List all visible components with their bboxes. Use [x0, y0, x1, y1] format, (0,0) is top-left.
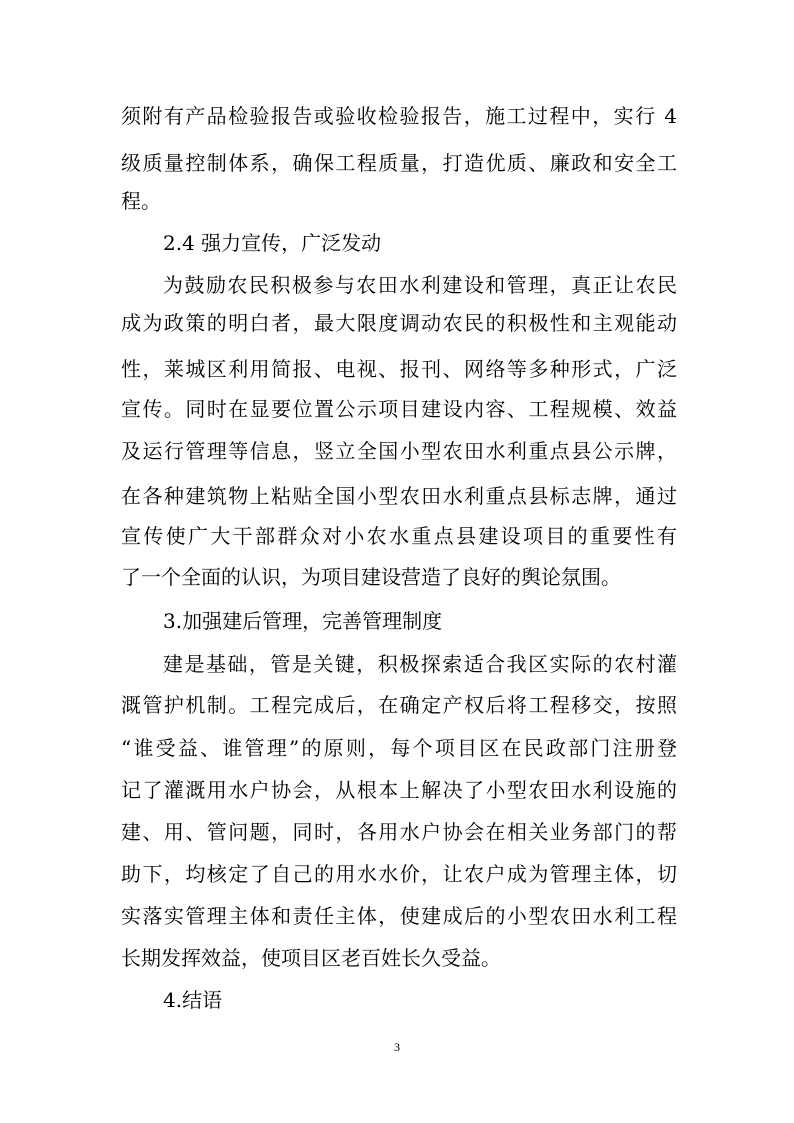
section-heading: 4.结语: [163, 988, 223, 1012]
paragraph-line: 及运行管理等信息，竖立全国小型农田水利重点县公示牌，: [121, 439, 677, 463]
paragraph-line: 级质量控制体系，确保工程质量，打造优质、廉政和安全工: [121, 151, 677, 175]
paragraph-line: 宣传。同时在显要位置公示项目建设内容、工程规模、效益: [121, 397, 677, 421]
section-heading: 2.4 强力宣传，广泛发动: [163, 231, 382, 255]
paragraph-line: 助下，均核定了自己的用水水价，让农户成为管理主体，切: [121, 862, 677, 886]
paragraph-line: 了一个全面的认识，为项目建设营造了良好的舆论氛围。: [121, 565, 621, 589]
section-heading: 3.加强建后管理，完善管理制度: [163, 609, 443, 633]
paragraph-line: 程。: [121, 189, 161, 213]
paragraph-line: 实落实管理主体和责任主体，使建成后的小型农田水利工程: [121, 904, 677, 928]
paragraph-line: 性，莱城区利用简报、电视、报刊、网络等多种形式，广泛: [121, 357, 677, 381]
paragraph-line: 长期发挥效益，使项目区老百姓长久受益。: [121, 946, 501, 970]
paragraph-line: 溉管护机制。工程完成后，在确定产权后将工程移交，按照: [121, 693, 677, 717]
page-number: 3: [394, 1040, 400, 1054]
paragraph-line: 须附有产品检验报告或验收检验报告，施工过程中，实行 4: [121, 104, 677, 128]
paragraph-line: “谁受益、谁管理”的原则，每个项目区在民政部门注册登: [121, 736, 677, 760]
paragraph-line: 在各种建筑物上粘贴全国小型农田水利重点县标志牌，通过: [121, 484, 677, 508]
paragraph-line: 成为政策的明白者，最大限度调动农民的积极性和主观能动: [121, 311, 677, 335]
paragraph-line: 建是基础，管是关键，积极探索适合我区实际的农村灌: [163, 652, 677, 676]
paragraph-line: 为鼓励农民积极参与农田水利建设和管理，真正让农民: [163, 273, 677, 297]
paragraph-line: 宣传使广大干部群众对小农水重点县建设项目的重要性有: [121, 524, 677, 548]
paragraph-line: 记了灌溉用水户协会，从根本上解决了小型农田水利设施的: [121, 778, 677, 802]
paragraph-line: 建、用、管问题，同时，各用水户协会在相关业务部门的帮: [121, 820, 677, 844]
